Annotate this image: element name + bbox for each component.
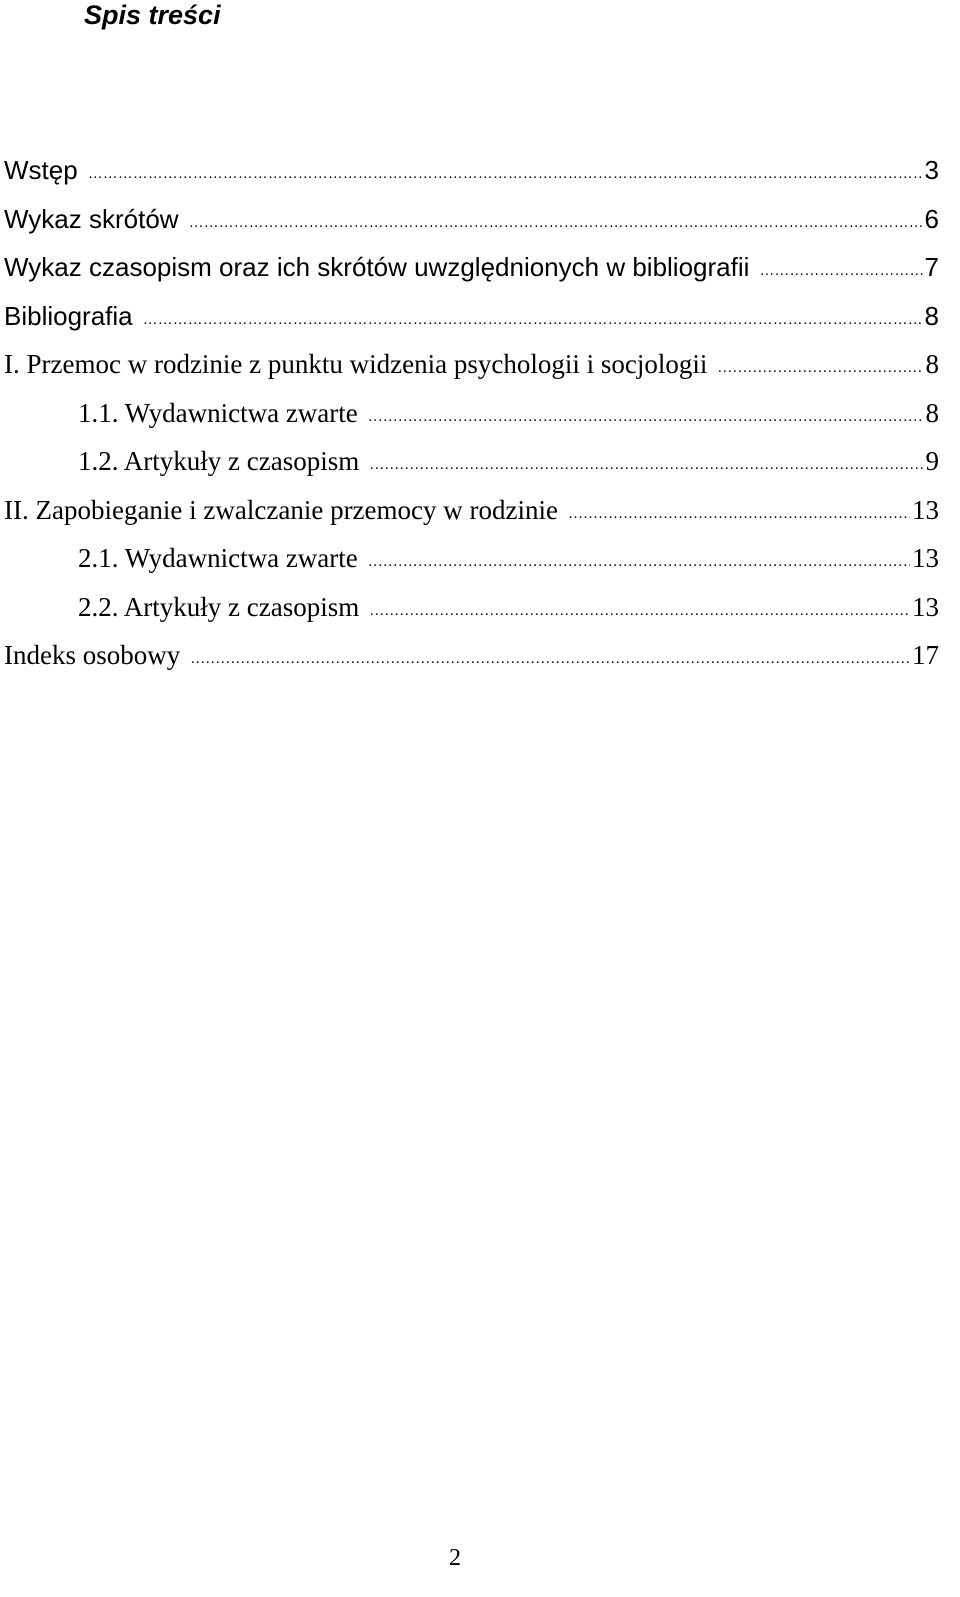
toc-entry-wstep[interactable] [4,146,939,195]
toc-entry-section-1-2[interactable] [4,437,939,486]
toc-entry-indeks-osobowy[interactable] [4,631,939,680]
toc-entry-page: 13 [912,543,939,573]
toc-entry-section-1-1[interactable] [4,389,939,438]
toc-entry-label: Wykaz skrótów [4,203,179,234]
toc-entry-page: 8 [925,349,939,379]
toc-entry-label: Wykaz czasopism oraz ich skrótów uwzględnionych w bibliografii [4,252,750,282]
toc-entry-label: Bibliografia [4,300,133,331]
toc-entry-page: 8 [925,397,939,428]
toc-entry-page: 13 [912,591,939,622]
toc-entry-section-2-2[interactable] [4,583,939,632]
toc-entry-page: 3 [924,155,939,185]
page-number: 2 [449,1545,461,1571]
toc-entry-page: 9 [925,446,939,476]
dot-leader [369,587,910,636]
toc-entry-label: 1.2. Artykuły z czasopism [78,446,360,476]
dot-leader [368,393,924,442]
toc-entry-page: 8 [924,300,939,331]
toc-entry-chapter-2[interactable] [4,486,939,535]
toc-entry-wykaz-skrotow[interactable] [4,195,939,244]
toc-entry-wykaz-czasopism[interactable] [4,243,939,292]
toc-entry-label: 1.1. Wydawnictwa zwarte [78,397,358,428]
dot-leader [189,199,923,248]
dot-leader [717,344,923,393]
dot-leader [368,538,910,587]
dot-leader [568,490,910,539]
toc-entry-page: 13 [912,494,939,525]
toc-entry-label: 2.1. Wydawnictwa zwarte [78,543,358,573]
toc-entry-label: Indeks osobowy [4,640,181,670]
toc-entry-label: 2.2. Artykuły z czasopism [78,591,360,622]
toc-entry-section-2-1[interactable] [4,534,939,583]
toc-entry-bibliografia[interactable] [4,292,939,341]
toc-entry-page: 17 [912,640,939,670]
page-title: Spis treści [84,0,221,30]
dot-leader [759,247,922,296]
toc-entry-page: 6 [924,203,939,234]
toc-entry-label: I. Przemoc w rodzinie z punktu widzenia psychologii i socjologii [4,349,708,379]
toc-entry-chapter-1[interactable] [4,340,939,389]
toc-entry-label: Wstęp [4,155,78,185]
toc-entry-label: II. Zapobieganie i zwalczanie przemocy w rodzinie [4,494,558,525]
toc-entry-page: 7 [924,252,939,282]
table-of-contents [4,146,939,680]
dot-leader [190,635,910,684]
dot-leader [369,441,923,490]
dot-leader [143,296,923,345]
dot-leader [88,150,923,199]
